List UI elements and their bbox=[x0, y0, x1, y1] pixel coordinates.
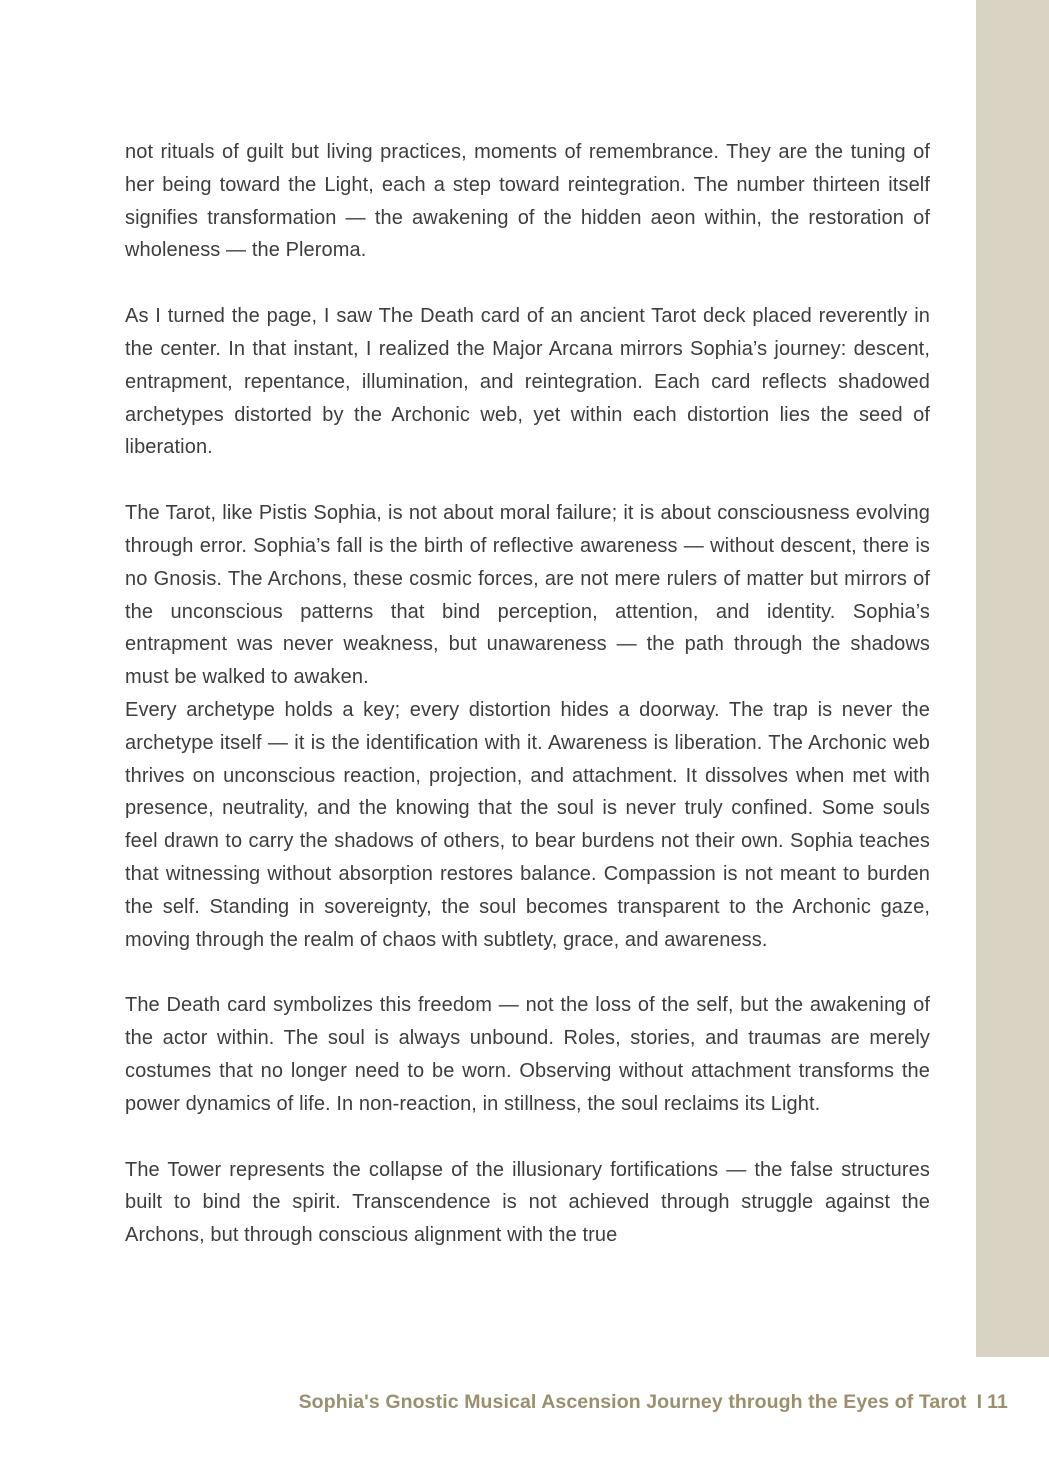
body-paragraph: As I turned the page, I saw The Death card of an ancient Tarot deck placed reverently in the center. In that instant, I realized the Major Arcana mirrors Sophia’s journey: descent, entrapment, repentance, illumination, and reintegration. Each card reflects shadowed archetypes distorted by the Archonic web, yet within each distortion lies the seed of liberation. bbox=[125, 305, 930, 459]
body-paragraph: not rituals of guilt but living practices, moments of remembrance. They are the tuning of her being toward the Light, each a step toward reintegration. The number thirteen itself signifies transformation — the awakening of the hidden aeon within, the restoration of wholeness — the Pleroma. bbox=[125, 141, 930, 262]
body-paragraph: The Death card symbolizes this freedom — not the loss of the self, but the awakening of the actor within. The soul is always unbound. Roles, stories, and traumas are merely costumes that no longer need to be worn. Observing without attachment transforms the power dynamics of life. In non-reaction, in stillness, the soul reclaims its Light. bbox=[125, 994, 930, 1115]
page-margin-stripe bbox=[976, 0, 1049, 1357]
footer-running-title: Sophia's Gnostic Musical Ascension Journey through the Eyes of Tarot bbox=[298, 1391, 967, 1413]
body-paragraph: Every archetype holds a key; every distortion hides a doorway. The trap is never the archetype itself — it is the identification with it. Awareness is liberation. The Archonic web thrives on unconscious reaction, projection, and attachment. It dissolves when met with presence, neutrality, and the knowing that the soul is never truly confined. Some souls feel drawn to carry the shadows of others, to bear burdens not their own. Sophia teaches that witnessing without absorption restores balance. Compassion is not meant to burden the self. Standing in sovereignty, the soul becomes transparent to the Archonic gaze, moving through the realm of chaos with subtlety, grace, and awareness. bbox=[125, 698, 930, 951]
page-number: 11 bbox=[987, 1391, 1008, 1413]
footer-separator: I bbox=[976, 1391, 983, 1413]
body-paragraph: The Tower represents the collapse of the illusionary fortifications — the false structures built to bind the spirit. Transcendence is not achieved through struggle against the Archons, but through conscious alignment with the true bbox=[125, 1158, 930, 1247]
body-text-column bbox=[125, 136, 930, 1285]
page-footer bbox=[299, 1391, 1008, 1414]
body-paragraph: The Tarot, like Pistis Sophia, is not about moral failure; it is about consciousness evolving through error. Sophia’s fall is the birth of reflective awareness — without descent, there is no Gnosis. The Archons, these cosmic forces, are not mere rulers of matter but mirrors of the unconscious patterns that bind perception, attention, and identity. Sophia’s entrapment was never weakness, but unawareness — the path through the shadows must be walked to awaken. bbox=[125, 502, 930, 689]
